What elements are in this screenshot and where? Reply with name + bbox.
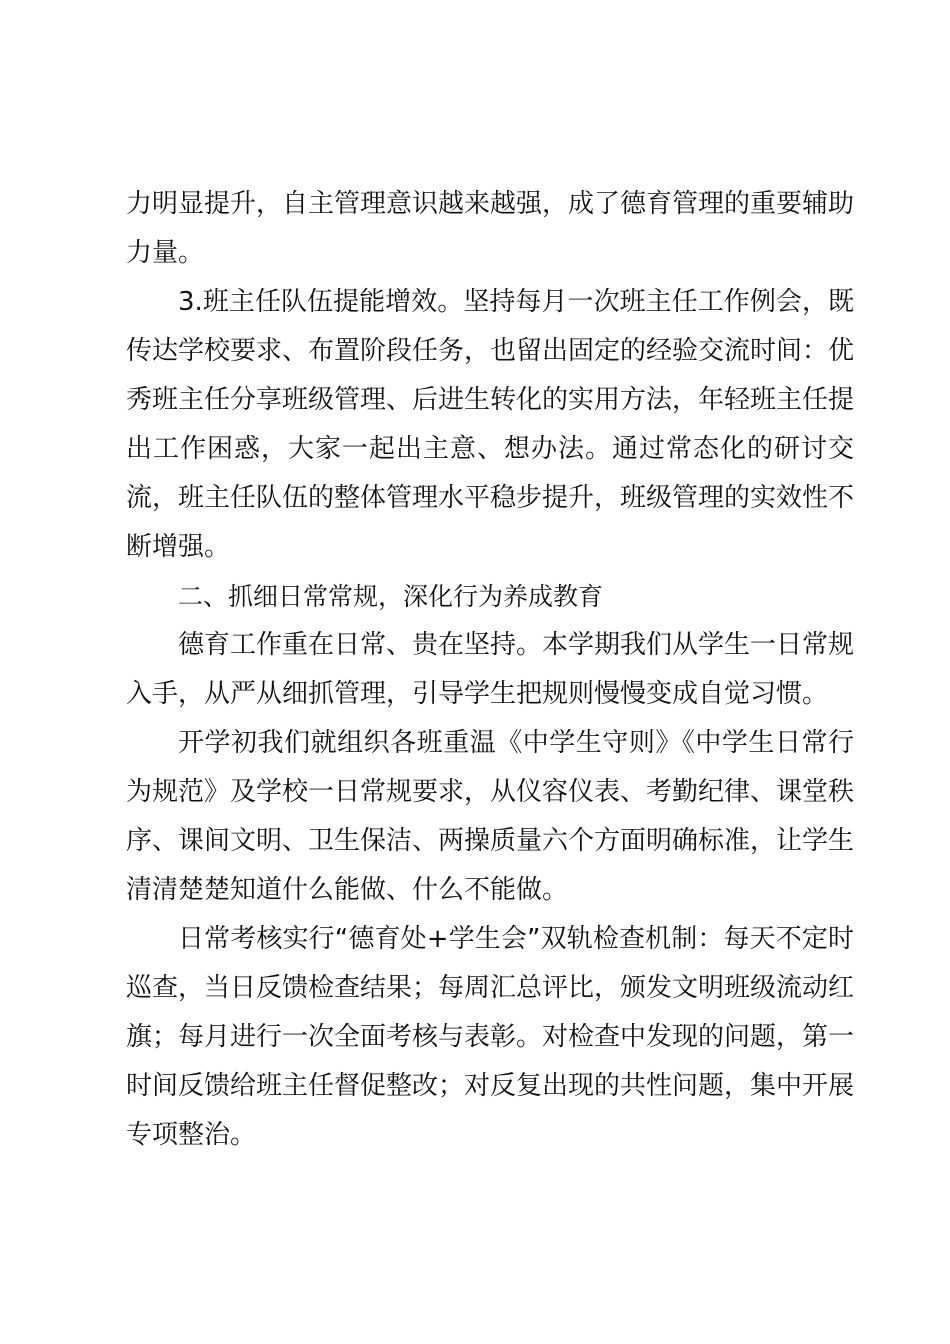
paragraph-daily-assessment: 日常考核实行“德育处+学生会”双轨检查机制：每天不定时巡查，当日反馈检查结果；每周汇总评比，颁发文明班级流动红旗；每月进行一次全面考核与表彰。对检查中发现的问题，第一时间反馈给班主任督促整改；对反复出现的共性问题，集中开展专项整治。 [126, 924, 855, 1150]
document-body [126, 180, 854, 1160]
paragraph-head-teacher-team: 3.班主任队伍提能增效。坚持每月一次班主任工作例会，既传达学校要求、布置阶段任务，也留出固定的经验交流时间：优秀班主任分享班级管理、后进生转化的实用方法，年轻班主任提出工作困惑，大家一起出主意、想办法。通过常态化的研讨交流，班主任队伍的整体管理水平稳步提升，班级管理的实效性不断增强。 [126, 287, 855, 562]
section-heading: 二、抓细日常常规，深化行为养成教育 [178, 582, 604, 611]
paragraph-code-of-conduct: 开学初我们就组织各班重温《中学生守则》《中学生日常行为规范》及学校一日常规要求，从仪容仪表、考勤纪律、课堂秩序、课间文明、卫生保洁、两操质量六个方面明确标准，让学生清清楚楚知道什么能做、什么不能做。 [126, 728, 855, 905]
paragraph-continuation: 力明显提升，自主管理意识越来越强，成了德育管理的重要辅助力量。 [126, 189, 855, 268]
paragraph-daily-routine: 德育工作重在日常、贵在坚持。本学期我们从学生一日常规入手，从严从细抓管理，引导学生把规则慢慢变成自觉习惯。 [126, 630, 855, 709]
